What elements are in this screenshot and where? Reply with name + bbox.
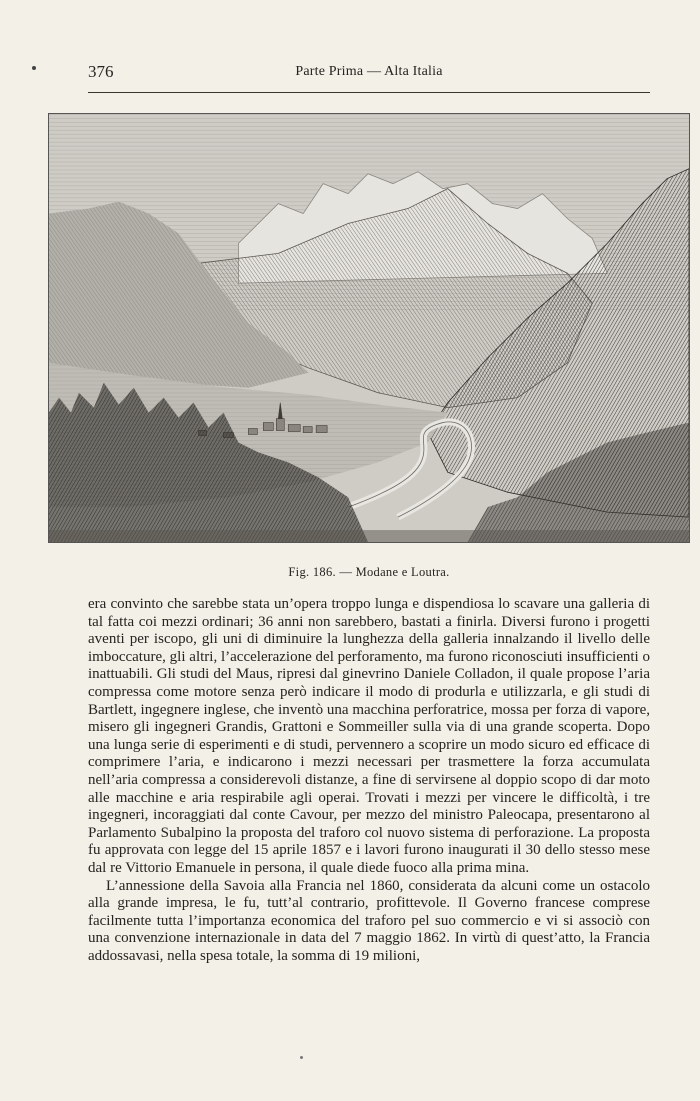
figure-caption: Fig. 186. — Modane e Loutra. <box>288 565 450 579</box>
paragraph: L’annessione della Savoia alla Francia nel 1860, considerata da alcuni come un ostacolo alla grande impresa, le fu, tutt’al contrario, profittevole. Il Governo francese comprese facilmente tutta l’importanza economica del traforo pel suo commercio e vi si associò con una convenzione internazionale in data del 7 maggio 1862. In virtù di quest’atto, la Francia addossavasi, nella spesa totale, la somma di 19 milioni, <box>88 877 650 964</box>
mountain-valley-engraving <box>49 114 689 542</box>
engraving-figure <box>48 113 690 543</box>
header-rule <box>88 92 650 93</box>
page-number: 376 <box>88 62 114 81</box>
paragraph: era convinto che sarebbe stata un’opera troppo lunga e dispendiosa lo scavare una galleria di tal fatta coi mezzi ordinari; 36 anni non sarebbero, bastati a finirla. Diversi furono i progetti aventi per iscopo, gli uni di diminuire la lunghezza della galleria innalzando il livello delle imboccature, gli altri, l’accelerazione del perforamento, ma furono riconosciuti insufficienti o inattuabili. Gli studi del Maus, ripresi dal ginevrino Daniele Colladon, il quale propose l’aria compressa come motore senza però indicare il modo di produrla e utilizzarla, e gli studi di Bartlett, ingegnere inglese, che inventò una macchina perforatrice, mossa per forza di vapore, misero gli ingegneri Grandis, Grattoni e Sommeiller sulla via di una grande scoperta. Dopo una lunga serie di esperimenti e di studi, pervennero a scoprire un modo sicuro ed efficace di comprimere l’aria, e indicarono i mezzi necessari per trasmettere la forza accumulata nell’aria compressa a considerevoli distanze, a fine di servirsene al doppio scopo di dar moto alle macchine e aria respirabile agli operai. Trovati i mezzi per vincere le difficoltà, i tre ingegneri, incoraggiati dal conte Cavour, per mezzo del ministro Paleocapa, presentarono al Parlamento Subalpino la proposta del traforo col nuovo sistema di perforazione. La proposta fu approvata con legge del 15 aprile 1857 e i lavori furono inaugurati il 30 dello stesso mese dal re Vittorio Emanuele in persona, il quale diede fuoco alla prima mina. <box>88 596 650 876</box>
margin-speck <box>32 66 36 70</box>
page-speck <box>300 1056 303 1059</box>
running-title: Parte Prima — Alta Italia <box>295 64 443 79</box>
body-text <box>88 596 650 965</box>
page-header <box>88 62 650 84</box>
